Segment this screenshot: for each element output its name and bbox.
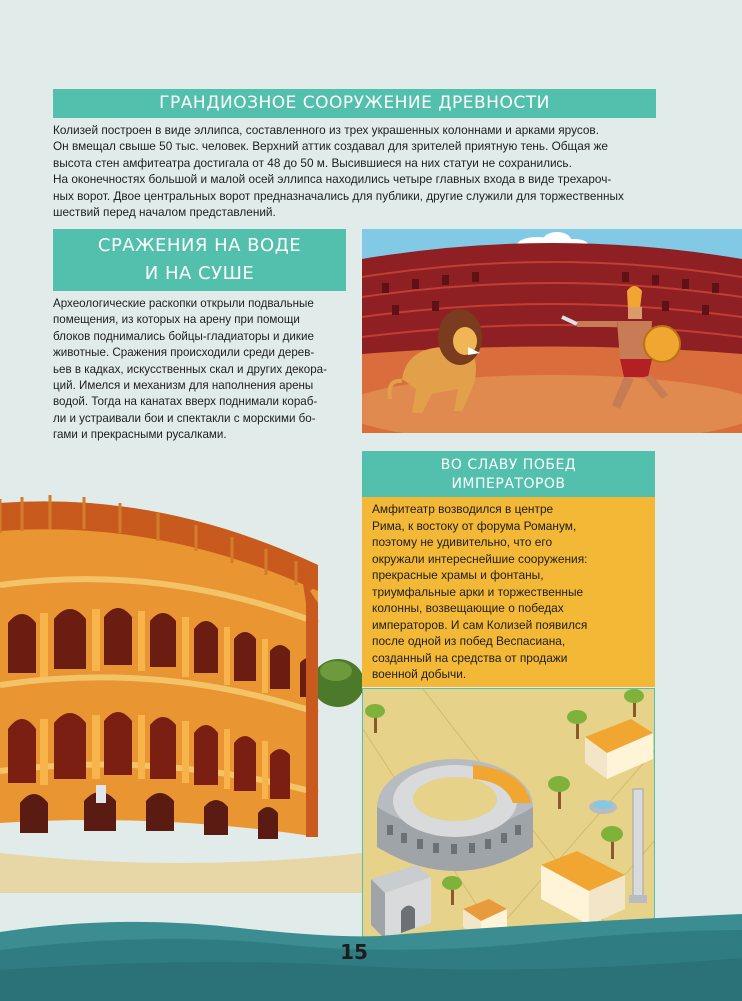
- section1-text: [53, 122, 659, 220]
- section3-line: военной добычи.: [372, 667, 467, 681]
- section3-text-box: [362, 497, 655, 687]
- section2-text: [53, 296, 349, 444]
- section2-line: ьев в кадках, искусственных скал и других декора-: [53, 362, 327, 376]
- section3-line: императоров. И сам Колизей появился: [372, 617, 588, 632]
- section3-line: колонны, возвещающие о победах: [372, 601, 564, 615]
- section2-line: гами и прекрасными русалками.: [53, 428, 227, 442]
- section1-line: Он вмещал свыше 50 тыс. человек. Верхний аттик создавал для зрителей приятную тень. Общая же: [53, 139, 608, 154]
- section3-line: окружали интереснейшие сооружения:: [372, 551, 588, 566]
- section1-line: Колизей построен в виде эллипса, составленного из трех украшенных колоннами и арками ярусов.: [53, 123, 599, 137]
- section1-title: ГРАНДИОЗНОЕ СООРУЖЕНИЕ ДРЕВНОСТИ: [159, 93, 550, 113]
- arena-gladiator-illustration: [362, 229, 742, 433]
- section1-line: шествий перед началом представлений.: [53, 205, 276, 220]
- section3-line: Амфитеатр возводился в центре: [372, 502, 554, 516]
- colosseum-model: [377, 759, 533, 871]
- section3-line: созданный на средства от продажи: [372, 650, 568, 665]
- section1-line: высота стен амфитеатра достигала от 48 до 50 м. Высившиеся на них статуи не сохранились.: [53, 155, 572, 170]
- section3-line: триумфальные арки и торжественные: [372, 584, 584, 599]
- section2-line: помещения, из которых на арену при помощи: [53, 313, 300, 327]
- section2-title-banner: [53, 229, 346, 291]
- section2-line: водой. Тогда на канатах вверх поднимали кораб-: [53, 395, 318, 409]
- page-number: 15: [340, 940, 368, 964]
- section3-line: Рима, к востоку от форума Романум,: [372, 518, 577, 533]
- fountain-model: [589, 800, 617, 814]
- section2-line: Археологические раскопки открыли подвальные: [53, 297, 314, 310]
- colosseum-svg: [0, 493, 362, 893]
- section2-line: ций. Имелся и механизм для наполнения арены: [53, 379, 314, 393]
- section3-line: прекрасные храмы и фонтаны,: [372, 568, 544, 582]
- section1-line: ных ворот. Двое центральных ворот предназначались для публики, другие служили для торжественных: [53, 188, 624, 203]
- section2-line: животные. Сражения происходили среди дерев-: [53, 346, 315, 360]
- section3-title-line: ВО СЛАВУ ПОБЕД: [440, 457, 577, 473]
- section2-line: ли и устраивали бои и спектакли с морскими бо-: [53, 411, 316, 425]
- section3-title-line: ИМПЕРАТОРОВ: [451, 476, 566, 492]
- section1-title-banner: [53, 89, 656, 118]
- arena-scene-svg: [362, 229, 742, 433]
- section3-line: поэтому не удивительно, что его: [372, 535, 553, 549]
- section2-title-line: И НА СУШЕ: [144, 263, 255, 284]
- section3-title-banner: [362, 451, 655, 497]
- section1-line: На оконечностях большой и малой осей эллипса находились четыре главных входа в виде трехароч-: [53, 172, 612, 187]
- section2-title-line: СРАЖЕНИЯ НА ВОДЕ: [97, 235, 302, 256]
- section3-line: после одной из побед Веспасиана,: [372, 634, 566, 648]
- section2-line: блоков поднимались бойцы-гладиаторы и дикие: [53, 329, 314, 343]
- colosseum-illustration: [0, 493, 362, 893]
